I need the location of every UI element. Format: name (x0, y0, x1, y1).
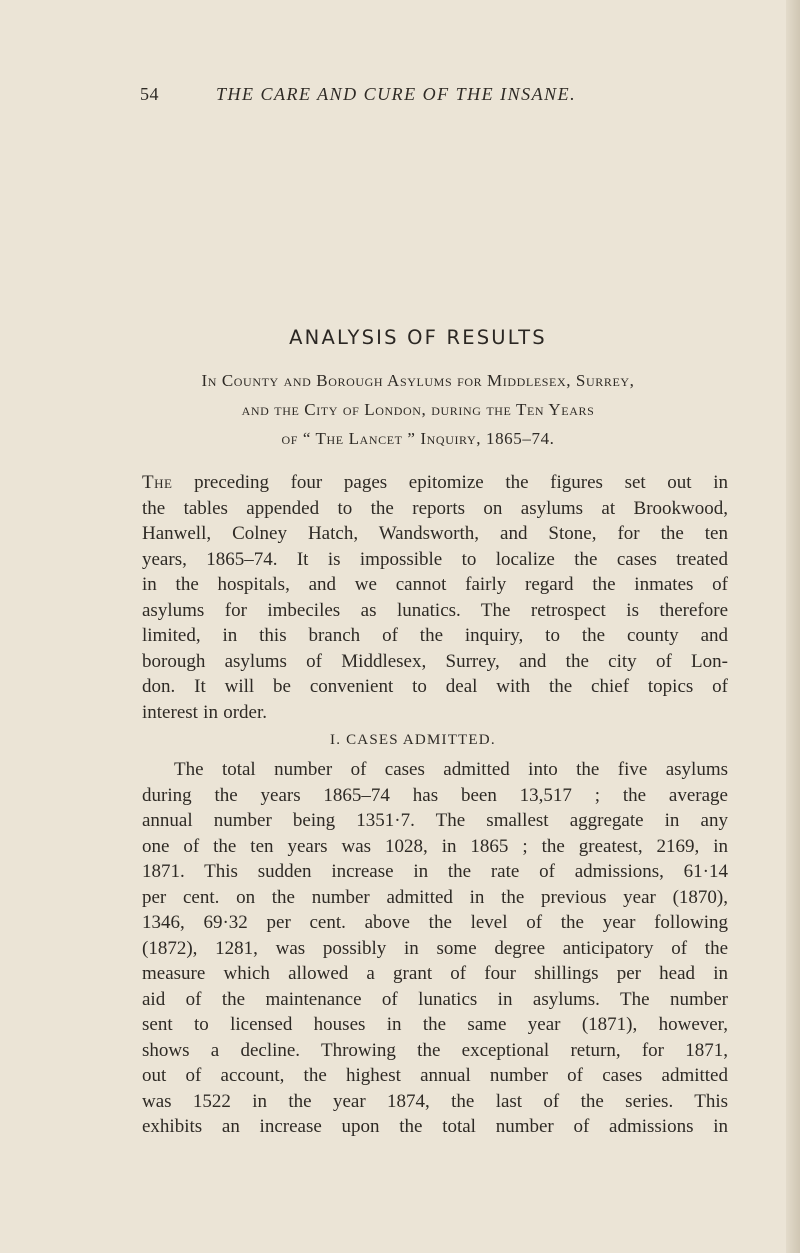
text-line: asylums for imbeciles as lunatics. The retrospect is therefore (142, 599, 728, 621)
text-line: interest in order. (142, 701, 267, 723)
text-line: limited, in this branch of the inquiry, to the county and (142, 625, 728, 646)
text-line: per cent. on the number admitted in the previous year (1870), (142, 886, 728, 908)
text-line: measure which allowed a grant of four shillings per head in (142, 963, 728, 984)
page-edge (786, 0, 800, 1253)
text-line: was 1522 in the year 1874, the last of the series. This (142, 1090, 728, 1112)
section-title: ANALYSIS OF RESULTS (289, 326, 547, 349)
text-line: the tables appended to the reports on asylums at Brookwood, (142, 497, 728, 519)
text-line: during the years 1865–74 has been 13,517 ; the average (142, 784, 728, 806)
lead-word: The (142, 472, 173, 493)
text-line: borough asylums of Middlesex, Surrey, and the city of Lon- (142, 650, 728, 672)
text-line: in the hospitals, and we cannot fairly regard the inmates of (142, 574, 728, 595)
text-line: The total number of cases admitted into the five asylums (174, 759, 728, 780)
subtitle-line: of “ The Lancet ” Inquiry, 1865–74. (281, 429, 555, 448)
text-line: (1872), 1281, was possibly in some degree anticipatory of the (142, 937, 728, 959)
running-title: THE CARE AND CURE OF THE INSANE. (216, 84, 577, 104)
subtitle-line: and the City of London, during the Ten Years (241, 400, 595, 419)
running-header (140, 84, 660, 110)
text-line: out of account, the highest annual number of cases admitted (142, 1065, 728, 1086)
text-line: 1871. This sudden increase in the rate of admissions, 61·14 (142, 861, 728, 882)
text-line: 1346, 69·32 per cent. above the level of the year following (142, 912, 728, 933)
text-line: sent to licensed houses in the same year (1871), however, (142, 1014, 728, 1035)
text-line: years, 1865–74. It is impossible to localize the cases treated (142, 548, 728, 570)
paragraph-cases-admitted (142, 757, 728, 1140)
paragraph-intro (142, 470, 728, 725)
subtitle-line: In County and Borough Asylums for Middlesex, Surrey, (201, 371, 635, 390)
page-number: 54 (140, 84, 159, 104)
text-line: don. It will be convenient to deal with the chief topics of (142, 676, 728, 697)
subsection-heading: I. CASES ADMITTED. (330, 732, 496, 748)
text-line: shows a decline. Throwing the exceptional return, for 1871, (142, 1039, 728, 1061)
text-line: one of the ten years was 1028, in 1865 ; the greatest, 2169, in (142, 835, 728, 857)
text-line: annual number being 1351·7. The smallest aggregate in any (142, 810, 728, 831)
section-subtitle (120, 366, 716, 453)
text-line: The preceding four pages epitomize the figures set out in (142, 472, 728, 493)
text-line: aid of the maintenance of lunatics in asylums. The number (142, 988, 728, 1010)
text-line: Hanwell, Colney Hatch, Wandsworth, and Stone, for the ten (142, 523, 728, 544)
text-line: exhibits an increase upon the total number of admissions in (142, 1116, 728, 1137)
